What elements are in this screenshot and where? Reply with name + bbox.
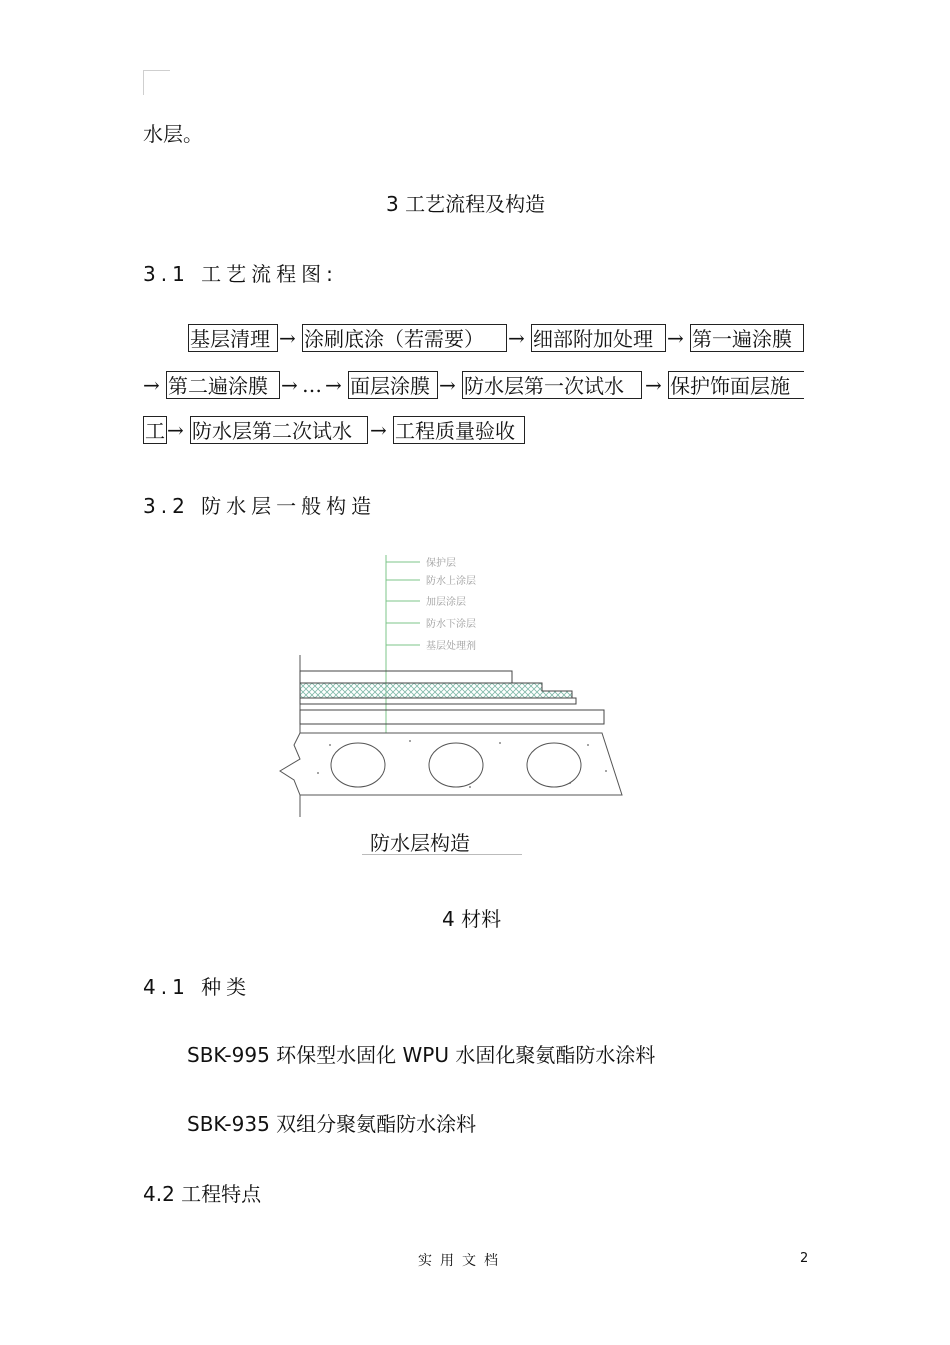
section-3-2-heading: 3.2 防水层一般构造 (143, 494, 377, 518)
flow-step-detail-treatment: 细部附加处理 (531, 324, 666, 352)
flow-step-quality-acceptance: 工程质量验收 (393, 416, 525, 444)
label-base-primer: 基层处理剂 (426, 641, 476, 652)
material-item-1: SBK-995 环保型水固化 WPU 水固化聚氨酯防水涂料 (187, 1043, 656, 1067)
page-number: 2 (800, 1251, 809, 1266)
flow-arrow: → (645, 373, 662, 397)
flow-arrow: → (325, 373, 342, 397)
diagram-caption: 防水层构造 (362, 827, 522, 855)
intro-fragment: 水层。 (143, 122, 203, 146)
section-4-1-heading: 4.1 种类 (143, 975, 252, 999)
flow-arrow: → (439, 373, 456, 397)
flow-step-first-coat: 第一遍涂膜 (690, 324, 804, 352)
flow-step-primer: 涂刷底涂（若需要） (302, 324, 507, 352)
section-4-2-heading: 4.2 工程特点 (143, 1182, 262, 1206)
layer-protective (300, 671, 512, 683)
flow-arrow: → (279, 326, 296, 350)
flow-step-protective-finish: 保护饰面层施 (668, 371, 804, 399)
flow-step-second-water-test: 防水层第二次试水 (190, 416, 368, 444)
layer-lower-coat (300, 698, 576, 704)
section-3-1-heading: 3.1 工艺流程图: (143, 262, 338, 286)
flow-arrow: → (370, 418, 387, 442)
flow-step-protective-finish-cont: 工 (143, 416, 167, 444)
section-3-heading: 3 工艺流程及构造 (386, 192, 546, 216)
page-corner-mark (143, 70, 170, 95)
flow-arrow: → (667, 326, 684, 350)
section-4-heading: 4 材料 (442, 907, 502, 931)
flow-arrow: → (143, 373, 160, 397)
label-protective-layer: 保护层 (426, 558, 456, 569)
label-upper-coat: 防水上涂层 (426, 576, 476, 587)
material-item-2: SBK-935 双组分聚氨酯防水涂料 (187, 1112, 477, 1136)
flow-step-base-cleaning: 基层清理 (188, 324, 278, 352)
slab-hollow-2 (429, 743, 483, 787)
flow-arrow: → (167, 418, 184, 442)
slab-hollow-1 (331, 743, 385, 787)
flow-step-top-coat: 面层涂膜 (348, 371, 438, 399)
layer-reinforce-hatched (300, 683, 572, 698)
flow-step-second-coat: 第二遍涂膜 (166, 371, 280, 399)
slab-hollow-3 (527, 743, 581, 787)
label-lower-coat: 防水下涂层 (426, 619, 476, 630)
footer-doc-label: 实用文档 (418, 1253, 506, 1269)
layer-primer (300, 710, 604, 724)
label-reinforce-coat: 加层涂层 (426, 597, 466, 608)
flow-arrow: → (508, 326, 525, 350)
leader-ticks (386, 562, 420, 645)
flow-step-first-water-test: 防水层第一次试水 (462, 371, 642, 399)
flow-ellipsis: … (302, 373, 322, 397)
waterproof-layer-diagram (270, 545, 640, 825)
flow-arrow: → (281, 373, 298, 397)
